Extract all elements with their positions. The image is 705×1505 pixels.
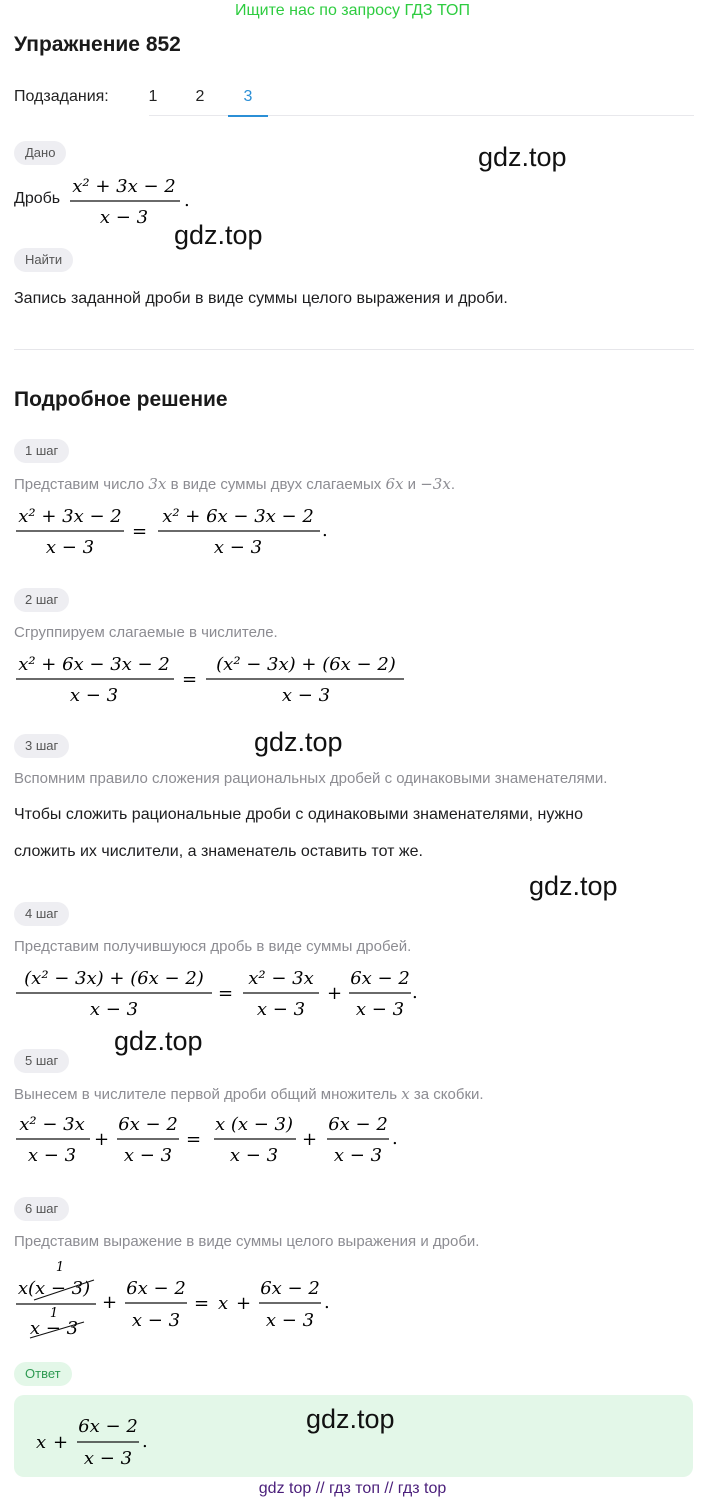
footer-links[interactable]: gdz top // гдз топ // гдз top	[258, 1480, 447, 1497]
step-1-chip: 1 шаг	[14, 439, 69, 463]
tab-subtask-2[interactable]: 2	[195, 88, 205, 105]
watermark: gdz.top	[478, 142, 567, 172]
step-6-chip: 6 шаг	[14, 1197, 69, 1221]
svg-text:+: +	[302, 1129, 318, 1150]
svg-text:x: x	[36, 1432, 47, 1453]
svg-text:x − 3: x − 3	[256, 999, 306, 1020]
svg-text:6x − 2: 6x − 2	[126, 1278, 186, 1299]
svg-text:x − 3: x − 3	[281, 685, 331, 706]
svg-text:.: .	[412, 982, 418, 1003]
step-3-rule-line2: сложить их числители, а знаменатель оставить тот же.	[14, 843, 423, 860]
step-2-formula	[14, 648, 414, 708]
step-4-formula	[14, 962, 434, 1022]
step-3-chip: 3 шаг	[14, 734, 69, 758]
svg-text:x² + 3x − 2: x² + 3x − 2	[18, 506, 122, 527]
svg-text:6x − 2: 6x − 2	[328, 1114, 388, 1135]
svg-text:6x − 2: 6x − 2	[350, 968, 410, 989]
svg-text:x − 3: x − 3	[265, 1310, 315, 1331]
step-3-text: Вспомним правило сложения рациональных дробей с одинаковыми знаменателями.	[14, 770, 608, 787]
svg-text:x (x − 3): x (x − 3)	[214, 1114, 294, 1135]
svg-text:+: +	[94, 1129, 110, 1150]
step-5-formula	[14, 1108, 414, 1168]
tab-subtask-3[interactable]: 3	[228, 88, 268, 106]
find-chip: Найти	[14, 248, 73, 272]
step-3-rule-line1: Чтобы сложить рациональные дроби с одинаковыми знаменателями, нужно	[14, 806, 583, 823]
given-numerator: x² + 3x − 2	[72, 176, 176, 197]
step-4-chip: 4 шаг	[14, 902, 69, 926]
svg-text:x − 3: x − 3	[229, 1145, 279, 1166]
watermark: gdz.top	[529, 871, 618, 901]
svg-text:.: .	[392, 1128, 398, 1149]
step-4-text: Представим получившуюся дробь в виде суммы дробей.	[14, 938, 412, 955]
svg-text:x² + 6x − 3x − 2: x² + 6x − 3x − 2	[18, 654, 170, 675]
find-text: Запись заданной дроби в виде суммы целого выражения и дроби.	[14, 290, 508, 307]
svg-text:6x − 2: 6x − 2	[260, 1278, 320, 1299]
svg-text:+: +	[236, 1293, 252, 1314]
answer-chip: Ответ	[14, 1362, 72, 1386]
svg-text:+: +	[53, 1432, 69, 1453]
search-banner: Ищите нас по запросу ГДЗ ТОП	[235, 2, 470, 19]
svg-text:=: =	[132, 521, 148, 542]
watermark: gdz.top	[114, 1026, 203, 1056]
svg-text:x − 3: x − 3	[213, 537, 263, 558]
tab-subtask-1[interactable]: 1	[148, 88, 158, 105]
svg-text:x − 3: x − 3	[27, 1145, 77, 1166]
svg-text:+: +	[327, 983, 343, 1004]
svg-text:x − 3: x − 3	[83, 1448, 133, 1469]
step-5-text: Вынесем в числителе первой дроби общий множитель x за скобки.	[14, 1085, 484, 1103]
subtask-tabs	[14, 86, 694, 118]
svg-text:x(x − 3): x(x − 3)	[17, 1278, 91, 1299]
step-5-chip: 5 шаг	[14, 1049, 69, 1073]
watermark: gdz.top	[306, 1404, 395, 1434]
step-1-text: Представим число 3x в виде суммы двух слагаемых 6x и −3x.	[14, 475, 455, 493]
svg-text:.: .	[142, 1431, 148, 1452]
svg-text:6x − 2: 6x − 2	[118, 1114, 178, 1135]
svg-text:x² + 6x − 3x − 2: x² + 6x − 3x − 2	[162, 506, 314, 527]
svg-text:6x − 2: 6x − 2	[78, 1416, 138, 1437]
answer-formula	[36, 1410, 176, 1470]
svg-text:.: .	[322, 520, 328, 541]
step-6-formula	[14, 1256, 354, 1340]
solution-title: Подробное решение	[14, 388, 228, 411]
step-2-chip: 2 шаг	[14, 588, 69, 612]
given-prefix: Дробь	[14, 190, 61, 207]
svg-text:x − 3: x − 3	[69, 685, 119, 706]
svg-text:x − 3: x − 3	[355, 999, 405, 1020]
svg-text:(x² − 3x) + (6x − 2): (x² − 3x) + (6x − 2)	[216, 654, 396, 675]
watermark: gdz.top	[174, 220, 263, 250]
subtasks-label: Подзадания:	[14, 88, 109, 105]
svg-text:.: .	[324, 1292, 330, 1313]
svg-text:x − 3: x − 3	[123, 1145, 173, 1166]
svg-text:x − 3: x − 3	[333, 1145, 383, 1166]
svg-text:x: x	[218, 1293, 229, 1314]
svg-text:x − 3: x − 3	[29, 1318, 79, 1339]
svg-text:x² − 3x: x² − 3x	[248, 968, 314, 989]
svg-text:x² − 3x: x² − 3x	[19, 1114, 85, 1135]
svg-text:x − 3: x − 3	[131, 1310, 181, 1331]
page-title: Упражнение 852	[14, 33, 181, 56]
given-chip: Дано	[14, 141, 66, 165]
svg-text:=: =	[194, 1293, 210, 1314]
svg-text:=: =	[182, 669, 198, 690]
svg-text:=: =	[218, 983, 234, 1004]
svg-text:1: 1	[49, 1306, 59, 1321]
svg-text:.: .	[184, 190, 190, 211]
svg-text:x − 3: x − 3	[45, 537, 95, 558]
watermark: gdz.top	[254, 727, 343, 757]
svg-text:x − 3: x − 3	[89, 999, 139, 1020]
given-denominator: x − 3	[99, 207, 149, 228]
svg-text:+: +	[102, 1292, 118, 1313]
step-1-formula	[14, 500, 354, 560]
step-6-text: Представим выражение в виде суммы целого выражения и дроби.	[14, 1233, 480, 1250]
section-divider	[14, 349, 694, 350]
step-2-text: Сгруппируем слагаемые в числителе.	[14, 624, 278, 641]
svg-text:=: =	[186, 1129, 202, 1150]
svg-text:(x² − 3x) + (6x − 2): (x² − 3x) + (6x − 2)	[24, 968, 204, 989]
svg-text:1: 1	[55, 1260, 65, 1275]
